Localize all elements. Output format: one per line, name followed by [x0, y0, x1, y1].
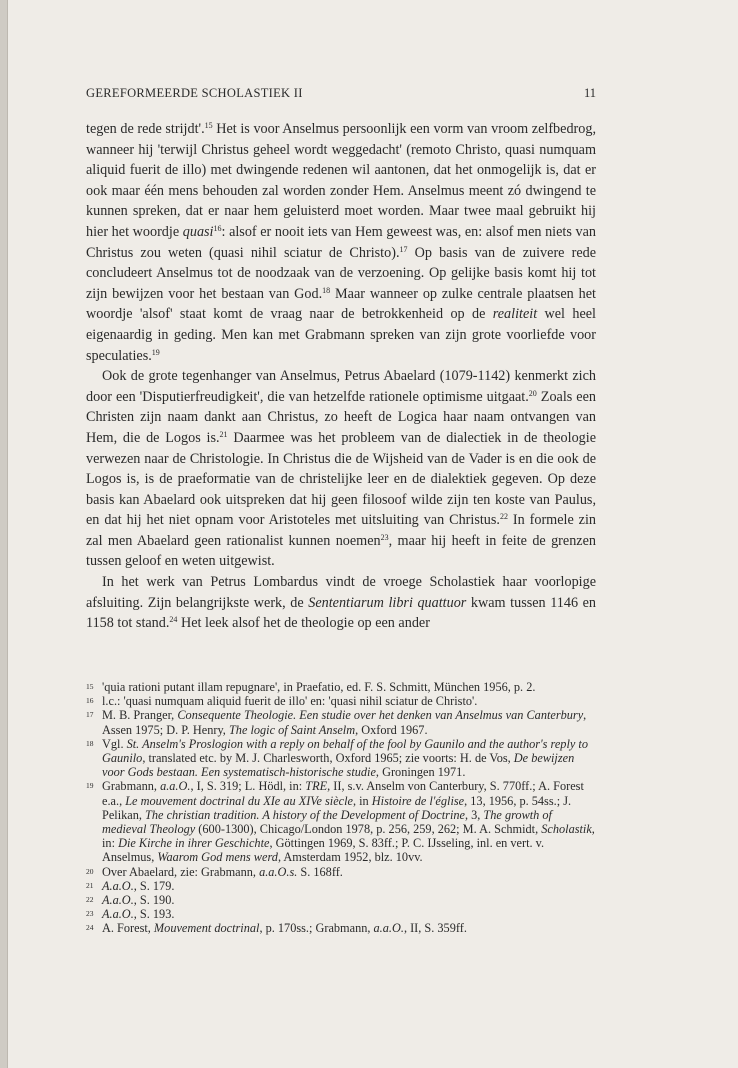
footnote-italic: Mouvement doctrinal [153, 921, 260, 936]
footnote-run: l.c.: 'quasi numquam aliquid fuerit de illo' en: 'quasi nihil sciatur de Christo'. [102, 694, 478, 709]
footnote-italic: A.a.O. [102, 893, 134, 908]
footnote-ref: 19 [151, 347, 160, 357]
footnote-run: , in [352, 793, 372, 808]
footnote-ref: 18 [322, 285, 331, 295]
footnote-run: Vgl. [102, 736, 127, 751]
footnote [86, 907, 596, 921]
text-run: , maar hij heeft in feite de grenzen tussen geloof en weten uitgewist. [86, 532, 596, 570]
text-run: Daarmee was het probleem van de dialectiek in de theologie verwezen naar de Christologie. In Christus die de Wijsheid van de Vader is en die ook de Logos is, is de praeformatie van de christelijke leer en de dialektiek gegeven. Op deze basis kan Abaelard ook uitspreken dat hij geen filosoof wilde zijn ten koste van Paulus, en dat hij het niet opnam voor Aristoteles met uitsluiting van Christus. [86, 429, 596, 529]
footnote-italic: The christian tradition. A history of the Development of Doctrine [145, 807, 465, 822]
footnote-run: , translated etc. by M. J. Charlesworth, Oxford 1965; zie voorts: H. de Vos, [142, 751, 514, 766]
footnote-run: Over Abaelard, zie: Grabmann, [102, 864, 260, 879]
footnote-number: 20 [86, 866, 94, 876]
footnote-number: 15 [86, 682, 94, 691]
footnote-text [102, 921, 596, 935]
footnote-run: A. Forest, [102, 921, 154, 936]
footnote-run: , Göttingen 1969, S. 83ff.; P. C. IJsseling, inl. en vert. v. Anselmus, [102, 836, 545, 865]
footnote-italic: Scholastik [541, 822, 592, 837]
footnote-italic: Consequente Theologie. Een studie over het denken van Anselmus van Canterbury [177, 708, 584, 723]
footnote-run: , Groningen 1971. [375, 765, 466, 780]
footnote-ref: 17 [399, 244, 408, 254]
text-run: tegen de rede strijdt'. [86, 121, 205, 137]
scan-edge-line [7, 0, 8, 1068]
text-run: In formele zin zal men Abaelard geen rationalist kunnen noemen [86, 512, 597, 549]
footnote-number: 22 [86, 895, 94, 905]
footnote-italic: A.a.O. [102, 878, 134, 893]
footnote-ref: 15 [204, 121, 213, 130]
footnote-text [102, 680, 596, 694]
footnote-run: , Assen 1975; D. P. Henry, [102, 708, 587, 737]
footnote-italic: The logic of Saint Anselm [228, 722, 356, 737]
footnote-ref: 24 [169, 615, 178, 625]
paragraph-2 [86, 366, 596, 572]
footnote [86, 779, 596, 864]
footnote [86, 737, 596, 780]
footnote-run: , 13, 1956, p. 54ss.; J. Pelikan, [102, 793, 572, 822]
footnote-text [102, 865, 596, 879]
footnote-number: 21 [86, 880, 94, 890]
text-run: : alsof er nooit iets van Hem geweest was, en: alsof men niets van Christus zou weten (quasi nihil sciatur de Christo). [86, 223, 596, 261]
scan-edge [0, 0, 7, 1068]
footnote-number: 23 [86, 909, 94, 919]
footnote-italic: Waarom God mens werd [157, 850, 278, 865]
text-run: Het leek alsof het de theologie op een ander [177, 615, 430, 632]
footnote-italic: a.a.O. [160, 779, 191, 794]
footnote [86, 708, 596, 736]
footnote-italic: Histoire de l'église [371, 793, 465, 808]
footnote-text [102, 893, 596, 907]
footnote-run: M. B. Pranger, [102, 708, 178, 723]
footnote-number: 18 [86, 738, 94, 748]
footnote-run: , Oxford 1967. [355, 722, 428, 737]
body-text [86, 119, 596, 634]
page-number: 11 [583, 86, 596, 100]
text-run: Het is voor Anselmus persoonlijk een vorm van vroom zelfbedrog, wanneer hij 'terwijl Christus geheel wordt weggedacht' (remoto Christo, quasi numquam aliquid fuerit de illo) met dwingende redenen wil aantonen, dat het onmogelijk is, dat er ook maar één mens behouden zal worden zonder Hem. Anselmus meent zó dwingend te kunnen spreken, dat er naar hem geluisterd moet worden. Maar twee maal gebruikt hij hier het woordje [86, 121, 596, 240]
footnote-run: , II, S. 359ff. [403, 921, 467, 936]
text-run: Maar wanneer op zulke centrale plaatsen het woordje 'alsof' staat komt de vraag naar de betrokkenheid op de [86, 285, 596, 323]
paragraph-1 [86, 119, 596, 366]
footnote-ref: 21 [219, 429, 228, 439]
text-run: In het werk van Petrus Lombardus vindt de vroege Scholastiek haar voorlopige afsluiting. Zijn belangrijkste werk, de [86, 574, 596, 611]
text-run: Zoals een Christen zijn naam dankt aan Christus, zo heeft de Logica haar naam ontvangen van Hem, die de Logos is. [86, 388, 596, 446]
footnote-number: 16 [86, 696, 94, 706]
footnote-italic: Le mouvement doctrinal du XIe au XIVe siècle [125, 793, 353, 808]
footnote [86, 865, 596, 879]
footnote-text [102, 694, 596, 708]
footnote [86, 680, 596, 694]
footnote-italic: St. Anselm's Proslogion with a reply on behalf of the fool by Gaunilo and the author's reply to Gaunilo [102, 736, 588, 766]
text-run: Op basis van de zuivere rede concludeert Anselmus tot de noodzaak van de verzoening. Op gelijke basis komt hij tot zijn bewijzen voor het bestaan van God. [86, 244, 597, 302]
footnote-italic: a.a.O.s. [259, 864, 298, 879]
footnote-ref: 23 [380, 532, 389, 542]
footnote-run: , I, S. 319; L. Hödl, in: [190, 779, 306, 794]
footnote-text [102, 737, 596, 780]
footnote-run: , p. 170ss.; Grabmann, [259, 921, 374, 936]
footnote-text [102, 779, 596, 864]
paragraph-3 [86, 572, 596, 634]
footnote-run: , S. 179. [133, 878, 175, 893]
footnote-italic: A.a.O. [102, 907, 134, 922]
emphasis: Sententiarum libri quattuor [308, 594, 467, 611]
text-run: wel heel eigenaardig in geding. Men kan met Grabmann spreken van zijn grote voorliefde voor speculaties. [86, 306, 596, 364]
emphasis: realiteit [492, 306, 538, 323]
footnote-run: , S. 193. [133, 907, 175, 922]
footnote-ref: 16 [213, 223, 222, 233]
footnote-run: , II, s.v. Anselm von Canterbury, S. 770ff.; A. Forest e.a., [102, 779, 584, 808]
running-title: GEREFORMEERDE SCHOLASTIEK II [86, 86, 303, 100]
footnote-number: 24 [86, 923, 94, 933]
footnote [86, 694, 596, 708]
footnote-text [102, 907, 596, 921]
footnote-run: Grabmann, [102, 779, 161, 794]
footnote-text [102, 879, 596, 893]
footnote-run: , 3, [464, 807, 484, 822]
footnote-ref: 22 [499, 512, 508, 522]
footnote-italic: The growth of medieval Theology [102, 807, 552, 837]
footnote-run: , S. 190. [133, 893, 175, 908]
footnote-italic: De bewijzen voor Gods bestaan. Een systematisch-historische studie [102, 751, 575, 780]
footnote-run: 'quia rationi putant illam repugnare', in Praefatio, ed. F. S. Schmitt, München 1956, p. 2. [102, 680, 536, 694]
footnote-separator [86, 669, 596, 670]
footnote-number: 19 [86, 781, 94, 791]
footnote-italic: a.a.O. [373, 921, 404, 936]
footnote [86, 893, 596, 907]
footnote-number: 17 [86, 710, 94, 720]
footnote-ref: 20 [528, 388, 537, 398]
text-run: kwam tussen 1146 en 1158 tot stand. [86, 594, 597, 632]
footnote-run: S. 168ff. [297, 864, 343, 879]
page-header [86, 86, 596, 104]
footnote [86, 879, 596, 893]
footnote-italic: TRE [305, 779, 328, 794]
footnotes [86, 680, 596, 936]
footnote-text [102, 708, 596, 736]
footnote-run: , Amsterdam 1952, blz. 10vv. [277, 850, 423, 865]
footnote-run: , in: [102, 822, 595, 851]
emphasis: quasi [182, 223, 214, 240]
footnote-run: (600-1300), Chicago/London 1978, p. 256, 259, 262; M. A. Schmidt, [195, 822, 542, 837]
text-run: Ook de grote tegenhanger van Anselmus, Petrus Abaelard (1079-1142) kenmerkt zich door een 'Disputierfreudigkeit', die van hetzelfde rationele optimisme uitgaat. [86, 368, 596, 405]
footnote-italic: Die Kirche in ihrer Geschichte [118, 836, 270, 851]
footnote [86, 921, 596, 935]
